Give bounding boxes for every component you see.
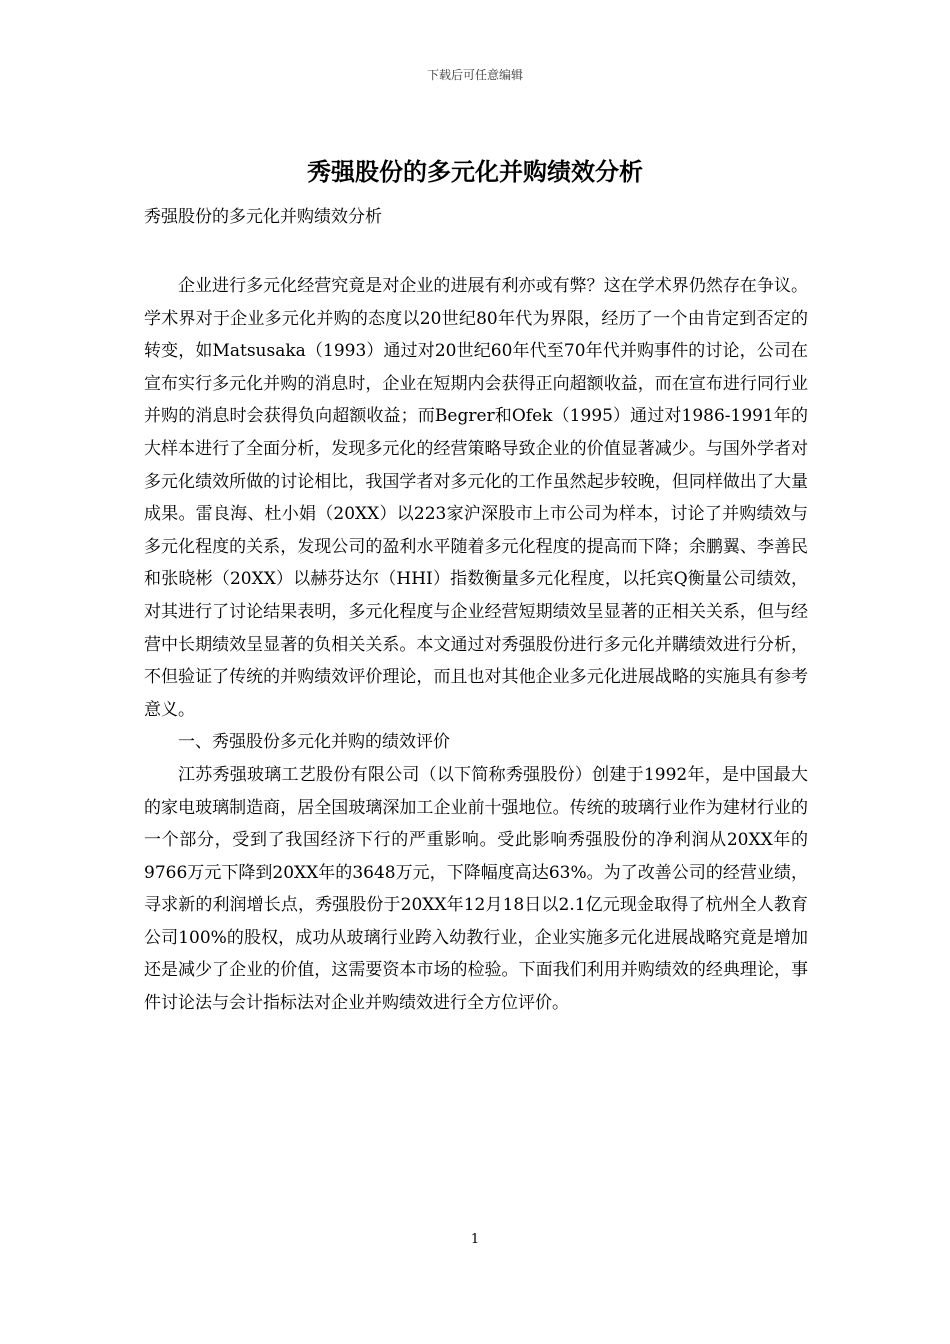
paragraph-company: 江苏秀强玻璃工艺股份有限公司（以下简称秀强股份）创建于1992年，是中国最大的家电玻璃制造商，居全国玻璃深加工企业前十强地位。传统的玻璃行业作为建材行业的一个部分，受到了我国经济下行的严重影响。受此影响秀强股份的净利润从20XX年的9766万元下降到20XX年的3648万元，下降幅度高达63%。为了改善公司的经营业绩，寻求新的利润增长点，秀强股份于20XX年12月18日以2.1亿元现金取得了杭州全人教育公司100%的股权，成功从玻璃行业跨入幼教行业，企业实施多元化进展战略究竟是增加还是减少了企业的价值，这需要资本市场的检验。下面我们利用并购绩效的经典理论，事件讨论法与会计指标法对企业并购绩效进行全方位评价。 — [144, 764, 808, 1014]
document-title: 秀强股份的多元化并购绩效分析 — [307, 158, 643, 186]
document-body — [144, 270, 808, 1020]
section-heading-1: 一、秀强股份多元化并购的绩效评价 — [178, 732, 450, 753]
paragraph-intro: 企业进行多元化经营究竟是对企业的进展有利亦或有弊？这在学术界仍然存在争议。学术界对于企业多元化并购的态度以20世纪80年代为界限，经历了一个由肯定到否定的转变，如Matsusaka（1993）通过对20世纪60年代至70年代并购事件的讨论，公司在宣布实行多元化并购的消息时，企业在短期内会获得正向超额收益，而在宣布进行同行业并购的消息时会获得负向超额收益；而Begrer和Ofek（1995）通过对1986-1991年的大样本进行了全面分析，发现多元化的经营策略导致企业的价值显著减少。与国外学者对多元化绩效所做的讨论相比，我国学者对多元化的工作虽然起步较晚，但同样做出了大量成果。雷良海、杜小娟（20XX）以223家沪深股市上市公司为样本，讨论了并购绩效与多元化程度的关系，发现公司的盈利水平随着多元化程度的提高而下降；余鹏翼、李善民和张晓彬（20XX）以赫芬达尔（HHI）指数衡量多元化程度，以托宾Q衡量公司绩效，对其进行了讨论结果表明，多元化程度与企业经营短期绩效呈显著的正相关关系，但与经营中长期绩效呈显著的负相关关系。本文通过对秀强股份进行多元化并購绩效进行分析，不但验证了传统的并购绩效评价理论，而且也对其他企业多元化进展战略的实施具有参考意义。 — [144, 276, 808, 720]
page-header-note: 下载后可任意编辑 — [426, 68, 523, 82]
document-subtitle: 秀强股份的多元化并购绩效分析 — [144, 207, 382, 227]
page-number: 1 — [470, 1232, 480, 1247]
